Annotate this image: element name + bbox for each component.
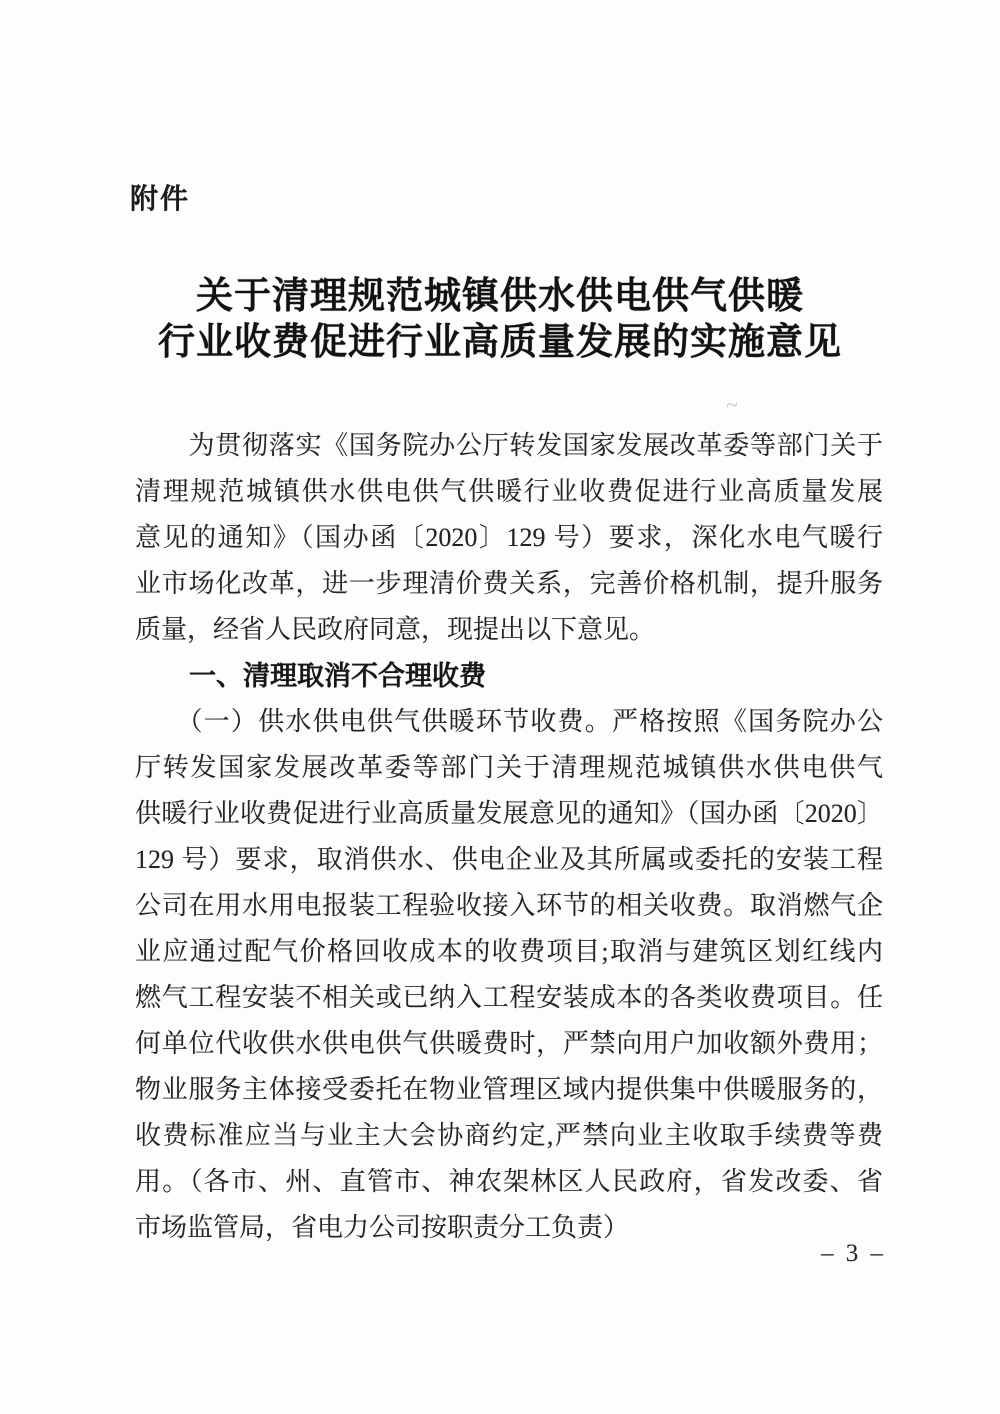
page-number: – 3 – bbox=[821, 1240, 886, 1267]
text-line: 厅转发国家发展改革委等部门关于清理规范城镇供水供电供气 bbox=[135, 753, 883, 782]
text-line: 为贯彻落实《国务院办公厅转发国家发展改革委等部门关于 bbox=[135, 431, 883, 460]
title-line-1: 关于清理规范城镇供水供电供气供暖 bbox=[196, 276, 804, 317]
text-line: 业应通过配气价格回收成本的收费项目;取消与建筑区划红线内 bbox=[135, 937, 883, 966]
attachment-label: 附件 bbox=[130, 183, 191, 214]
text-line: 何单位代收供水供电供气供暖费时，严禁向用户加收额外费用； bbox=[135, 1029, 883, 1058]
text-line: 意见的通知》（国办函〔2020〕129 号）要求，深化水电气暖行 bbox=[135, 523, 883, 552]
scan-artifact-mark: ~ bbox=[724, 391, 740, 418]
text-line: 业市场化改革，进一步理清价费关系，完善价格机制，提升服务 bbox=[135, 569, 883, 598]
text-line: 市场监管局，省电力公司按职责分工负责） bbox=[135, 1213, 630, 1242]
text-line: 清理规范城镇供水供电供气供暖行业收费促进行业高质量发展 bbox=[135, 477, 883, 506]
text-line: 质量，经省人民政府同意，现提出以下意见。 bbox=[135, 615, 656, 644]
text-line: 供暖行业收费促进行业高质量发展意见的通知》（国办函〔2020〕 bbox=[135, 799, 883, 828]
text-line: 燃气工程安装不相关或已纳入工程安装成本的各类收费项目。任 bbox=[135, 983, 883, 1012]
title-line-2: 行业收费促进行业高质量发展的实施意见 bbox=[158, 322, 842, 363]
text-line: 129 号）要求，取消供水、供电企业及其所属或委托的安装工程 bbox=[135, 845, 883, 874]
text-line: 公司在用水用电报装工程验收接入环节的相关收费。取消燃气企 bbox=[135, 891, 883, 920]
section-heading: 一、清理取消不合理收费 bbox=[135, 661, 486, 691]
document-title bbox=[0, 274, 1000, 366]
text-line: （一）供水供电供气供暖环节收费。严格按照《国务院办公 bbox=[135, 707, 883, 736]
text-line: 物业服务主体接受委托在物业管理区域内提供集中供暖服务的， bbox=[135, 1075, 883, 1104]
document-body bbox=[135, 424, 883, 1252]
text-line: 用。（各市、州、直管市、神农架林区人民政府，省发改委、省 bbox=[135, 1167, 883, 1196]
text-line: 收费标准应当与业主大会协商约定,严禁向业主收取手续费等费 bbox=[135, 1121, 883, 1150]
